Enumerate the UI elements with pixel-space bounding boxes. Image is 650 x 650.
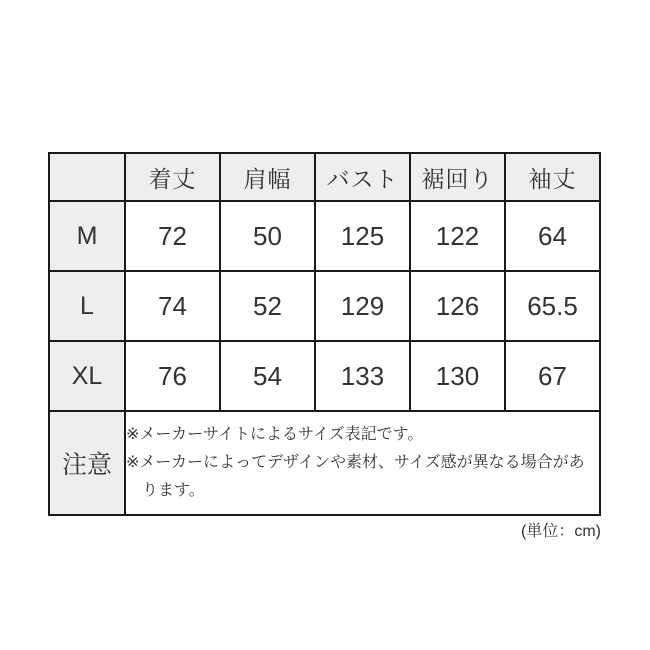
size-value-cell: 129 [315,271,410,341]
col-header-length: 着丈 [125,153,220,201]
size-value-cell: 76 [125,341,220,411]
row-label-l: L [49,271,125,341]
size-value-cell: 54 [220,341,315,411]
row-label-m: M [49,201,125,271]
table-row-xl [49,341,600,411]
row-label-xl: XL [49,341,125,411]
note-cell [125,411,600,515]
size-value-cell: 126 [410,271,505,341]
size-value-cell: 133 [315,341,410,411]
size-value-cell: 64 [505,201,600,271]
size-value-cell: 72 [125,201,220,271]
note-row [49,411,600,515]
size-value-cell: 125 [315,201,410,271]
unit-label: (単位：cm) [521,523,601,540]
size-value-cell: 67 [505,341,600,411]
size-spec-table [48,152,601,516]
note-line: ※メーカーサイトによるサイズ表記です。 [126,426,424,443]
col-header-sleeve: 袖丈 [505,153,600,201]
size-value-cell: 65.5 [505,271,600,341]
note-line: ※メーカーによってデザインや素材、サイズ感が異なる場合があります。 [126,454,585,499]
col-header-hem: 裾回り [410,153,505,201]
size-value-cell: 50 [220,201,315,271]
note-label: 注意 [49,411,125,515]
col-header-bust: バスト [315,153,410,201]
corner-cell [49,153,125,201]
size-value-cell: 130 [410,341,505,411]
header-row [49,153,600,201]
size-value-cell: 122 [410,201,505,271]
size-value-cell: 74 [125,271,220,341]
size-value-cell: 52 [220,271,315,341]
table-row-l [49,271,600,341]
table-row-m [49,201,600,271]
col-header-shoulder: 肩幅 [220,153,315,201]
